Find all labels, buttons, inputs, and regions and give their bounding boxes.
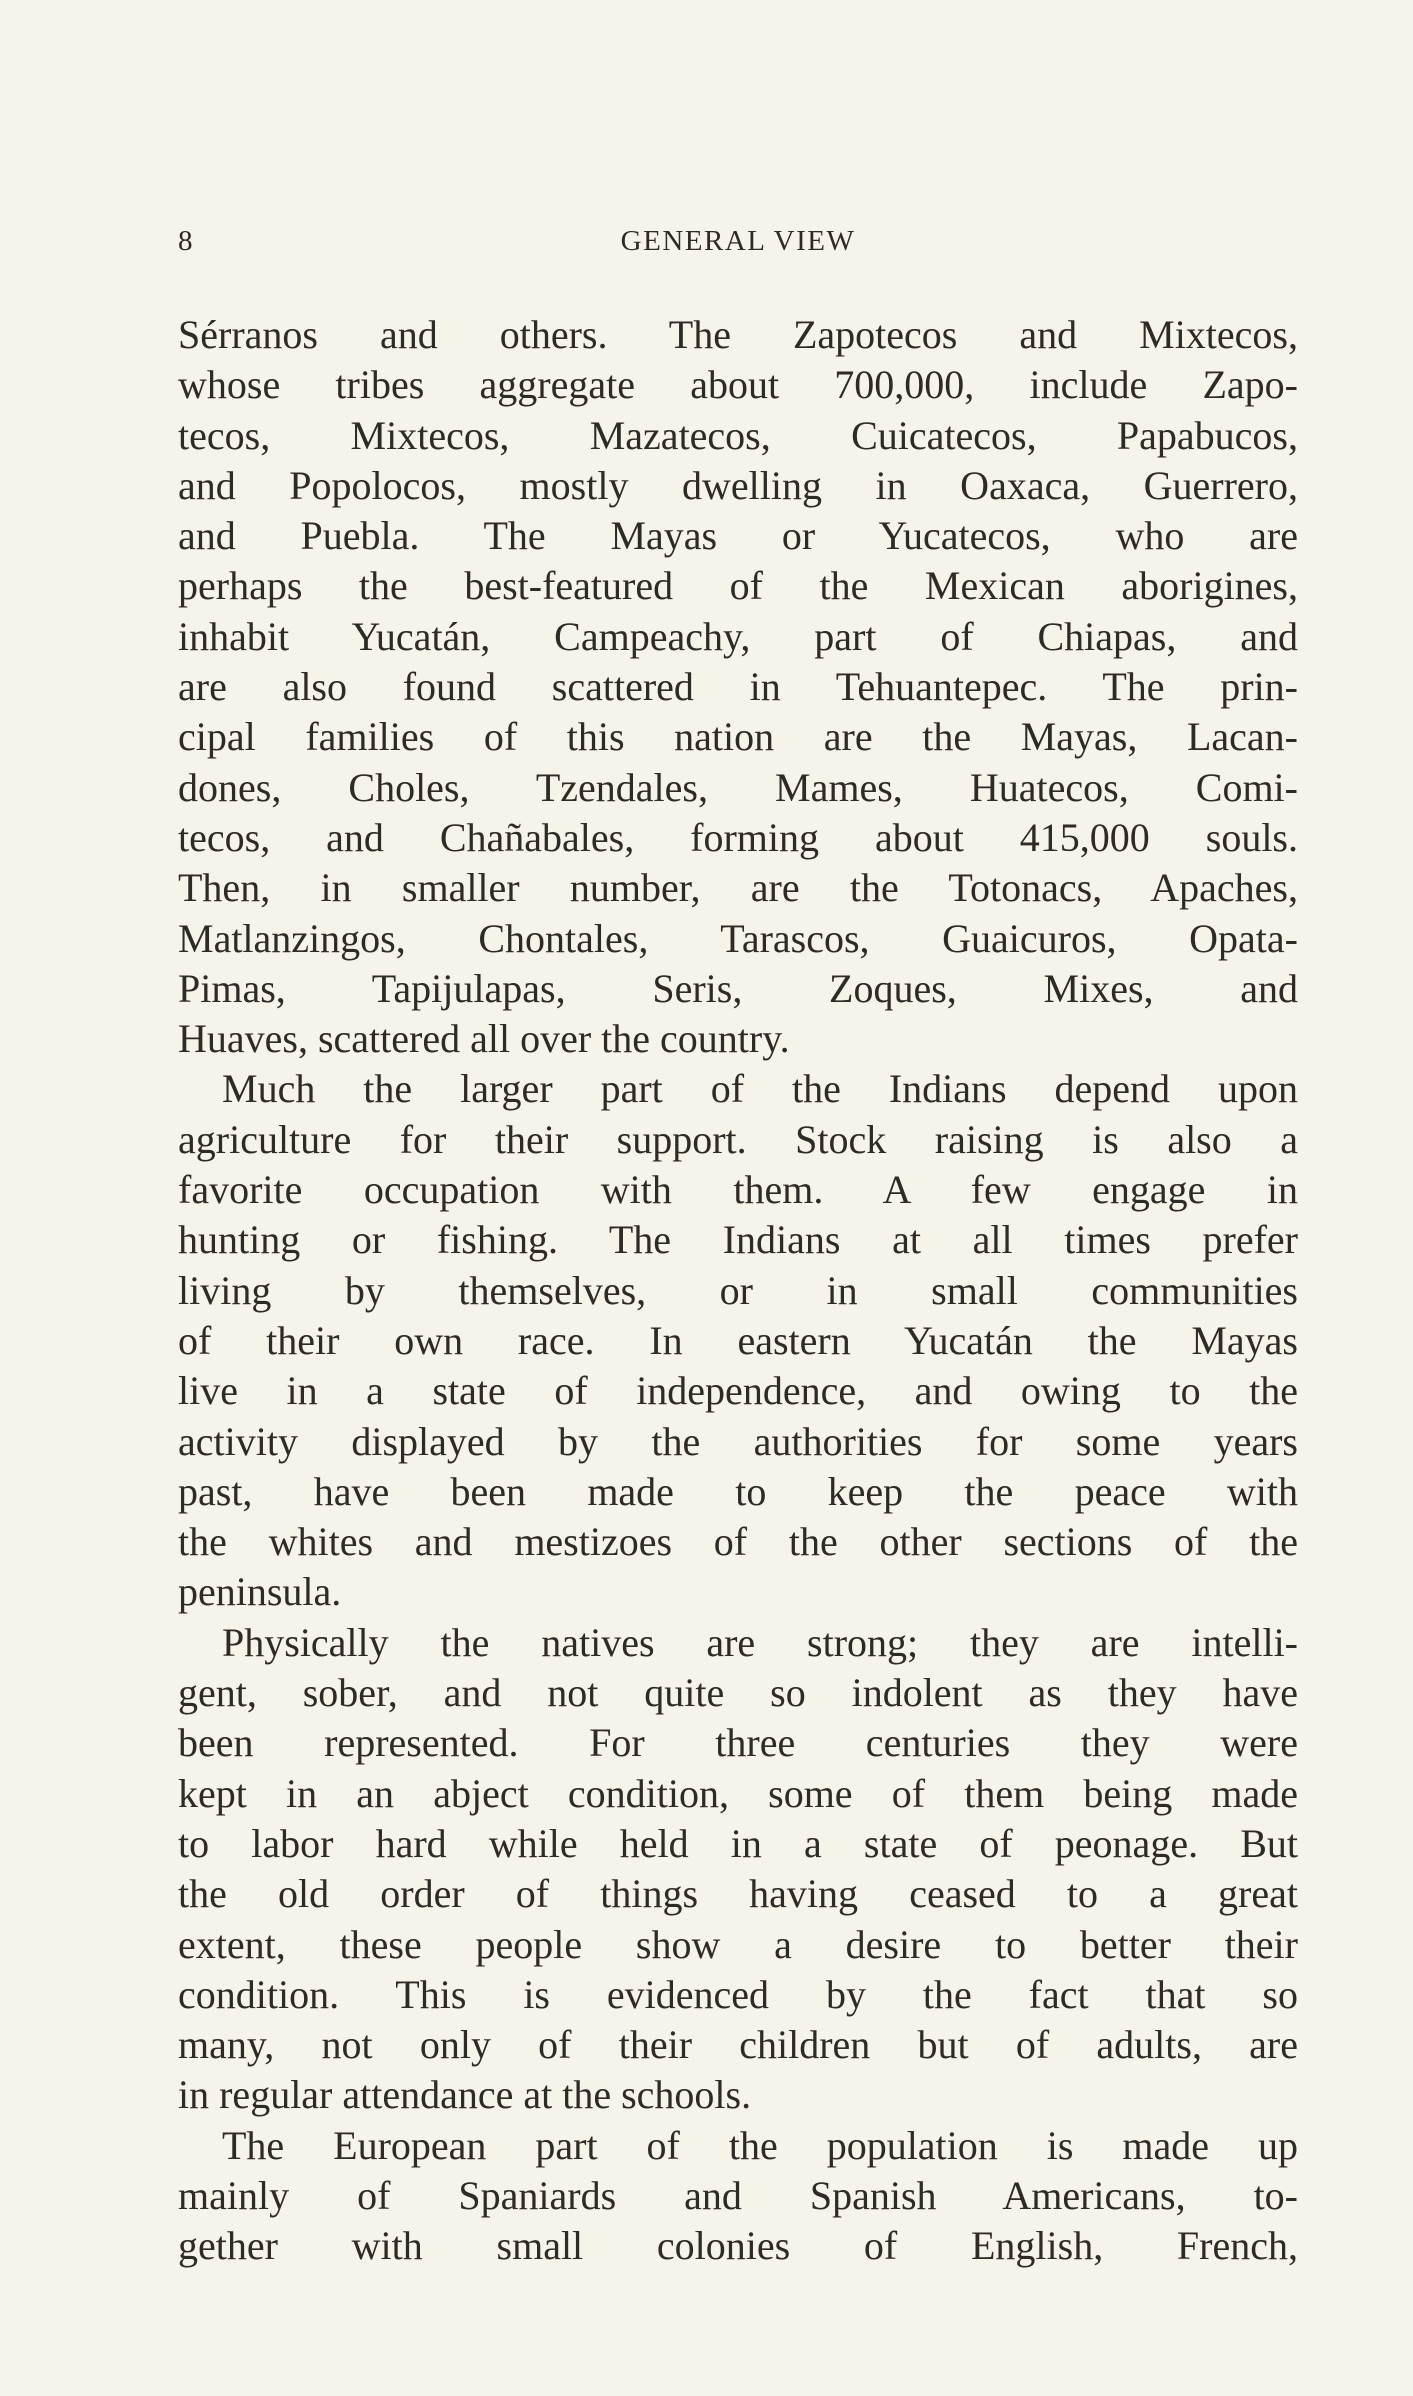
text-line: peninsula. <box>178 1569 342 1615</box>
text-line: the old order of things having ceased to a great <box>178 1871 1298 1917</box>
text-line: and Puebla. The Mayas or Yucatecos, who are <box>178 513 1298 559</box>
text-line: dones, Choles, Tzendales, Mames, Huatecos, Comi- <box>178 764 1298 810</box>
text-line: The European part of the population is made up <box>222 2122 1298 2168</box>
text-line: many, not only of their children but of adults, are <box>178 2022 1298 2068</box>
text-line: mainly of Spaniards and Spanish Americans, to- <box>178 2172 1298 2218</box>
text-line: extent, these people show a desire to better their <box>178 1921 1298 1967</box>
text-line: favorite occupation with them. A few engage in <box>178 1167 1298 1213</box>
text-line: Sérranos and others. The Zapotecos and Mixtecos, <box>178 312 1298 357</box>
body-text <box>178 310 1298 2272</box>
text-line: tecos, and Chañabales, forming about 415,000 souls. <box>178 814 1298 860</box>
text-line: kept in an abject condition, some of them being made <box>178 1770 1298 1816</box>
text-line: inhabit Yucatán, Campeachy, part of Chiapas, and <box>178 613 1298 659</box>
text-line: Pimas, Tapijulapas, Seris, Zoques, Mixes, and <box>178 965 1298 1011</box>
text-line: to labor hard while held in a state of peonage. But <box>178 1820 1298 1866</box>
text-line: hunting or fishing. The Indians at all times prefer <box>178 1217 1298 1263</box>
text-line: living by themselves, or in small communities <box>178 1267 1298 1313</box>
text-line: Huaves, scattered all over the country. <box>178 1016 790 1062</box>
text-line: live in a state of independence, and owing to the <box>178 1368 1298 1414</box>
text-line: are also found scattered in Tehuantepec. The prin- <box>178 664 1298 710</box>
running-head <box>178 225 1298 265</box>
text-line: and Popolocos, mostly dwelling in Oaxaca, Guerrero, <box>178 462 1298 508</box>
text-line: the whites and mestizoes of the other sections of the <box>178 1519 1298 1565</box>
text-line: condition. This is evidenced by the fact that so <box>178 1971 1298 2017</box>
text-line: of their own race. In eastern Yucatán the Mayas <box>178 1317 1298 1363</box>
text-line: Then, in smaller number, are the Totonacs, Apaches, <box>178 865 1298 911</box>
text-line: Physically the natives are strong; they are intelli- <box>222 1619 1298 1665</box>
text-line: perhaps the best-featured of the Mexican aborigines, <box>178 563 1298 609</box>
text-line: agriculture for their support. Stock raising is also a <box>178 1116 1298 1162</box>
page-number: 8 <box>178 225 194 257</box>
text-line: cipal families of this nation are the Mayas, Lacan- <box>178 714 1298 760</box>
text-line: gent, sober, and not quite so indolent as they have <box>178 1670 1298 1716</box>
text-line: activity displayed by the authorities for some years <box>178 1418 1298 1464</box>
text-line: whose tribes aggregate about 700,000, include Zapo- <box>178 362 1298 408</box>
text-line: Much the larger part of the Indians depend upon <box>222 1066 1298 1112</box>
text-line: past, have been made to keep the peace with <box>178 1468 1298 1514</box>
text-line: been represented. For three centuries they were <box>178 1720 1298 1766</box>
text-line: in regular attendance at the schools. <box>178 2072 752 2118</box>
text-line: Matlanzingos, Chontales, Tarascos, Guaicuros, Opata- <box>178 915 1298 961</box>
text-line: tecos, Mixtecos, Mazatecos, Cuicatecos, Papabucos, <box>178 412 1298 458</box>
text-line: gether with small colonies of English, French, <box>178 2223 1298 2269</box>
section-title: GENERAL VIEW <box>620 225 856 257</box>
